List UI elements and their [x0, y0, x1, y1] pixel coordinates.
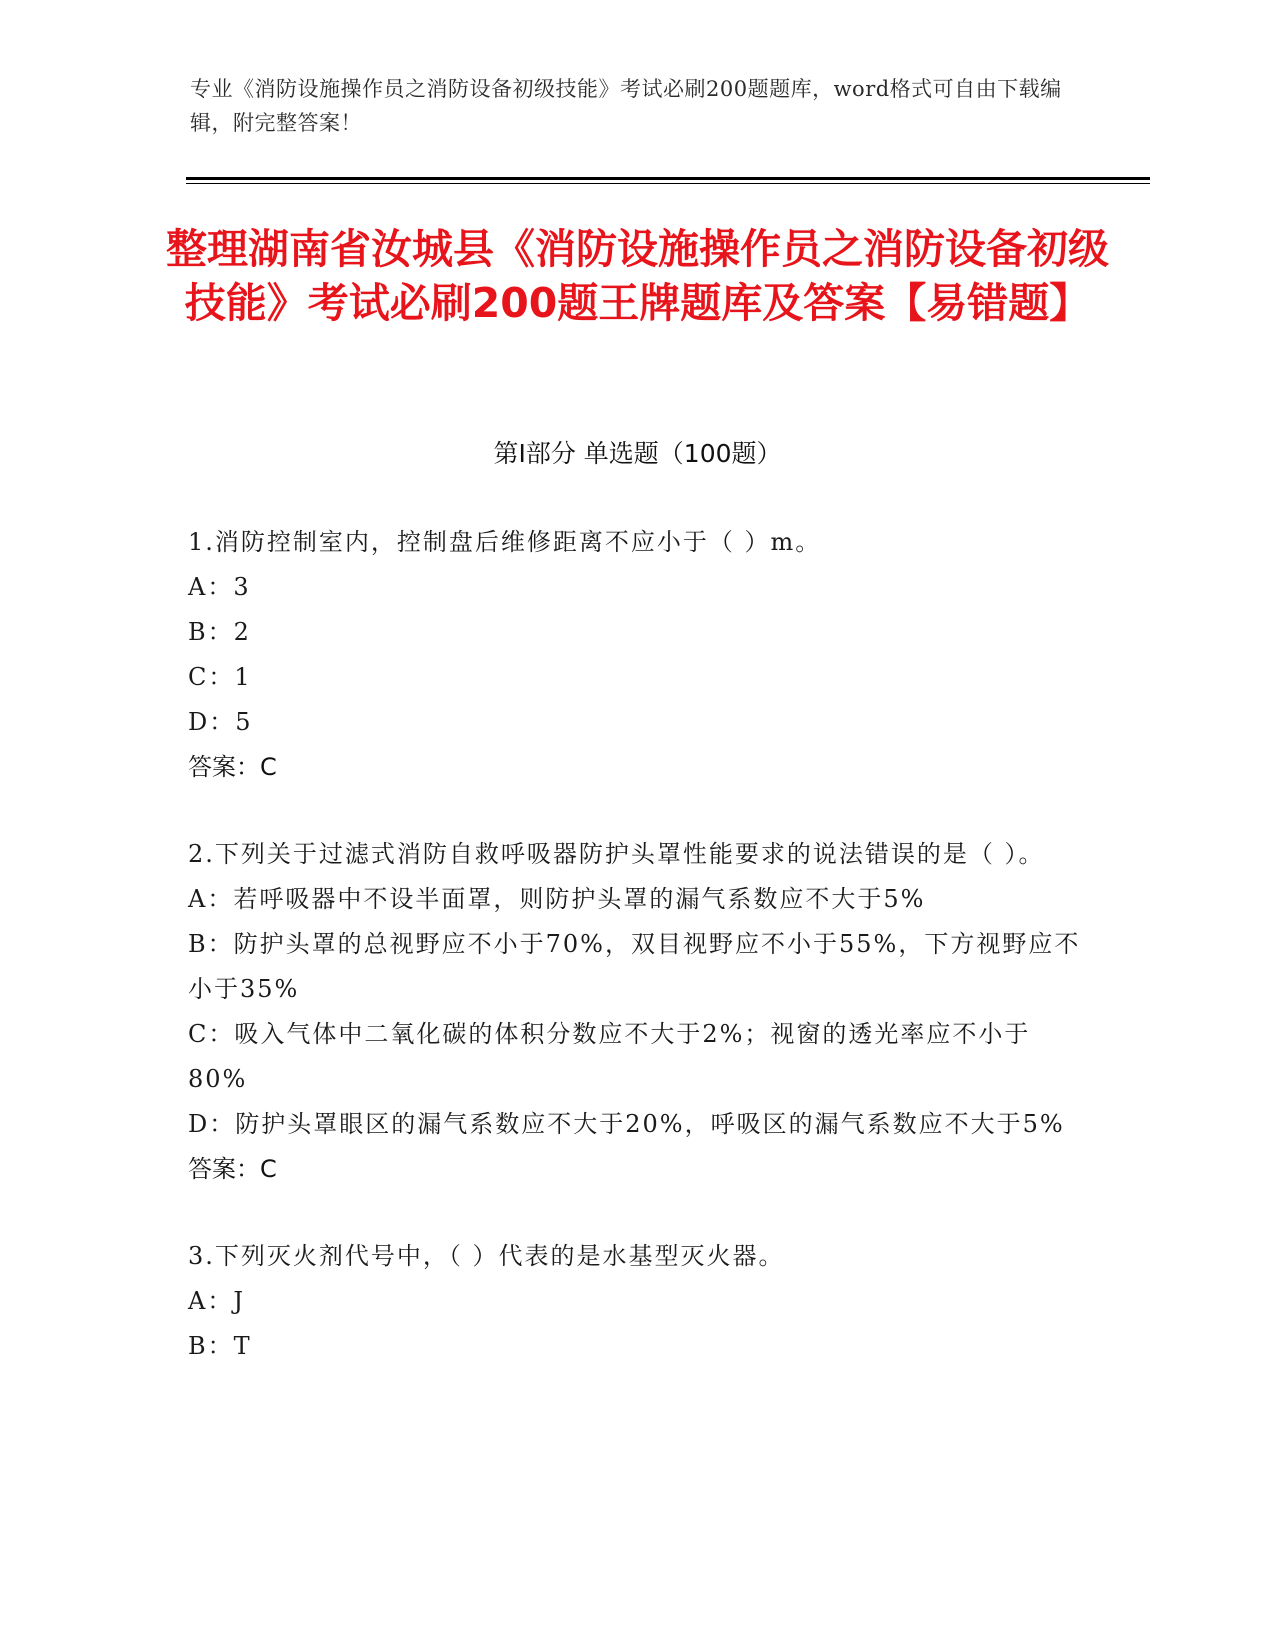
option-a: A：3: [188, 573, 251, 601]
document-title: 整理湖南省汝城县《消防设施操作员之消防设备初级技能》考试必刷200题王牌题库及答案【易错题】: [166, 225, 1109, 327]
question-text: 1.消防控制室内，控制盘后维修距离不应小于（ ）m。: [188, 528, 822, 556]
header-divider-thin: [186, 183, 1150, 184]
header-divider-thick: [186, 177, 1150, 180]
option-b: B：T: [188, 1332, 252, 1360]
option-d: D：防护头罩眼区的漏气系数应不大于20%，呼吸区的漏气系数应不大于5%: [188, 1110, 1065, 1138]
section-title: 第I部分 单选题（100题）: [493, 439, 782, 468]
option-a: A：若呼吸器中不设半面罩，则防护头罩的漏气系数应不大于5%: [188, 885, 926, 913]
question-1: [188, 520, 1088, 790]
question-text: 2.下列关于过滤式消防自救呼吸器防护头罩性能要求的说法错误的是（ ）。: [188, 840, 1045, 868]
option-c: C：1: [188, 663, 252, 691]
question-text: 3.下列灭火剂代号中，（ ）代表的是水基型灭火器。: [188, 1242, 785, 1270]
option-c: C：吸入气体中二氧化碳的体积分数应不大于2%；视窗的透光率应不小于80%: [188, 1020, 1031, 1093]
option-a: A：J: [188, 1287, 245, 1315]
option-b: B：2: [188, 618, 251, 646]
question-list: [188, 520, 1088, 1411]
answer: 答案：C: [188, 1155, 277, 1183]
header-note: 专业《消防设施操作员之消防设备初级技能》考试必刷200题题库，word格式可自由下载编辑，附完整答案！: [190, 77, 1062, 135]
question-3: [188, 1234, 1088, 1369]
option-b: B：防护头罩的总视野应不小于70%，双目视野应不小于55%，下方视野应不小于35%: [188, 930, 1081, 1003]
question-2: [188, 832, 1088, 1192]
option-d: D：5: [188, 708, 253, 736]
answer: 答案：C: [188, 753, 277, 781]
